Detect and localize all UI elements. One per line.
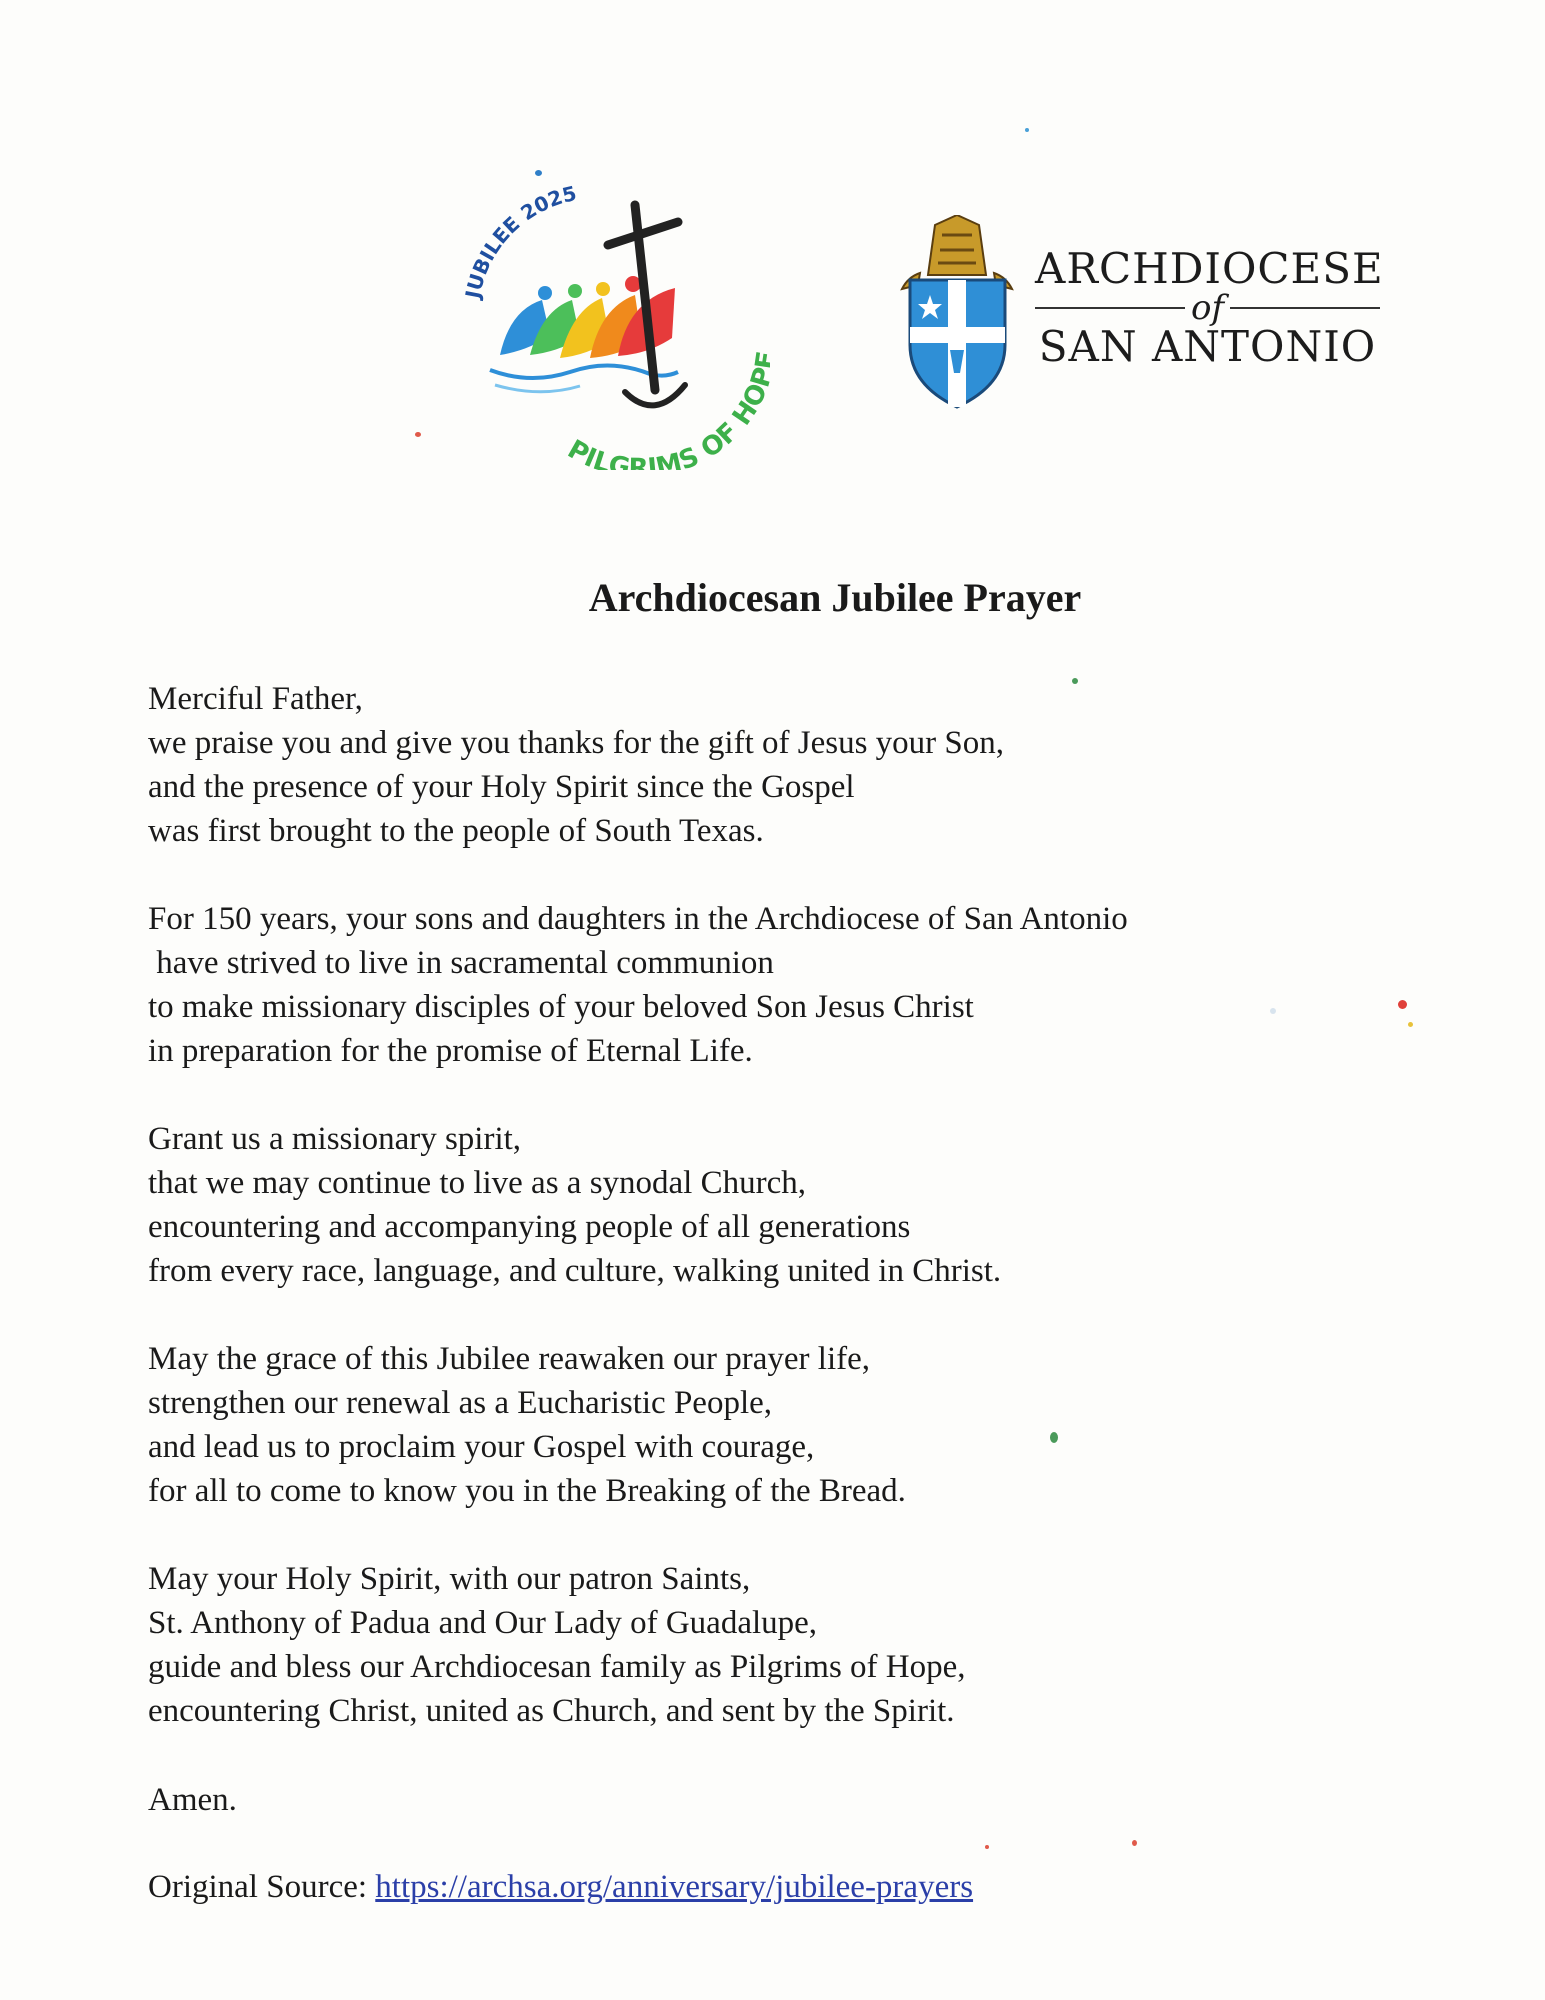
prayer-line: guide and bless our Archdiocesan family as Pilgrims of Hope, — [148, 1649, 966, 1685]
paper-speck — [1132, 1840, 1137, 1846]
archdiocese-name-of — [1035, 288, 1380, 328]
prayer-line: strengthen our renewal as a Eucharistic People, — [148, 1385, 773, 1421]
prayer-line: in preparation for the promise of Eternal Life. — [148, 1033, 753, 1069]
prayer-line: May your Holy Spirit, with our patron Saints, — [148, 1561, 751, 1597]
paper-speck — [1398, 1000, 1407, 1009]
prayer-line: St. Anthony of Padua and Our Lady of Guadalupe, — [148, 1605, 818, 1641]
archdiocese-name-line3: SAN ANTONIO — [1038, 322, 1377, 371]
page-title-text: Archdiocesan Jubilee Prayer — [588, 575, 1082, 620]
prayer-line: have strived to live in sacramental communion — [148, 945, 774, 981]
prayer-paragraph — [148, 1557, 1388, 1733]
prayer-line: from every race, language, and culture, walking united in Christ. — [148, 1253, 1002, 1289]
prayer-paragraph — [148, 897, 1388, 1073]
prayer-line: and lead us to proclaim your Gospel with courage, — [148, 1429, 815, 1465]
prayer-paragraph — [148, 1117, 1388, 1293]
archdiocese-crest-icon — [890, 215, 1025, 410]
original-source-label: Original Source: — [148, 1869, 376, 1905]
paper-speck — [1025, 128, 1029, 132]
page-title — [0, 574, 1545, 621]
prayer-line: Grant us a missionary spirit, — [148, 1121, 522, 1157]
original-source — [148, 1865, 973, 1909]
paper-speck — [1408, 1022, 1413, 1027]
prayer-line: Merciful Father, — [148, 681, 363, 717]
prayer-line: encountering and accompanying people of all generations — [148, 1209, 911, 1245]
jubilee-2025-logo — [450, 160, 770, 470]
archdiocese-name — [1035, 244, 1384, 371]
prayer-line: For 150 years, your sons and daughters in the Archdiocese of San Antonio — [148, 901, 1128, 937]
prayer-line: May the grace of this Jubilee reawaken our prayer life, — [148, 1341, 871, 1377]
jubilee-top-text: JUBILEE 2025 — [460, 180, 579, 301]
svg-text:JUBILEE 2025 — [460, 181, 579, 302]
prayer-paragraph — [148, 677, 1388, 853]
prayer-paragraph — [148, 1337, 1388, 1513]
prayer-line: encountering Christ, united as Church, and sent by the Spirit. — [148, 1693, 955, 1729]
prayer-line: to make missionary disciples of your beloved Son Jesus Christ — [148, 989, 974, 1025]
prayer-line: and the presence of your Holy Spirit since the Gospel — [148, 769, 855, 805]
prayer-line: that we may continue to live as a synodal Church, — [148, 1165, 807, 1201]
jubilee-bottom-text: PILGRIMS OF H — [562, 395, 764, 470]
archdiocese-logo — [890, 215, 1384, 415]
prayer-amen: Amen. — [148, 1782, 237, 1818]
archdiocese-name-line1: ARCHDIOCESE — [1035, 244, 1384, 293]
prayer-line: we praise you and give you thanks for the gift of Jesus your Son, — [148, 725, 1005, 761]
paper-speck — [985, 1845, 989, 1849]
prayer-line: for all to come to know you in the Breaking of the Bread. — [148, 1473, 906, 1509]
paper-speck — [415, 432, 421, 437]
original-source-link[interactable]: https://archsa.org/anniversary/jubilee-prayers — [375, 1869, 974, 1905]
prayer-body — [148, 677, 1388, 1777]
archdiocese-of-text: of — [1190, 288, 1225, 328]
prayer-line: was first brought to the people of South Texas. — [148, 813, 764, 849]
